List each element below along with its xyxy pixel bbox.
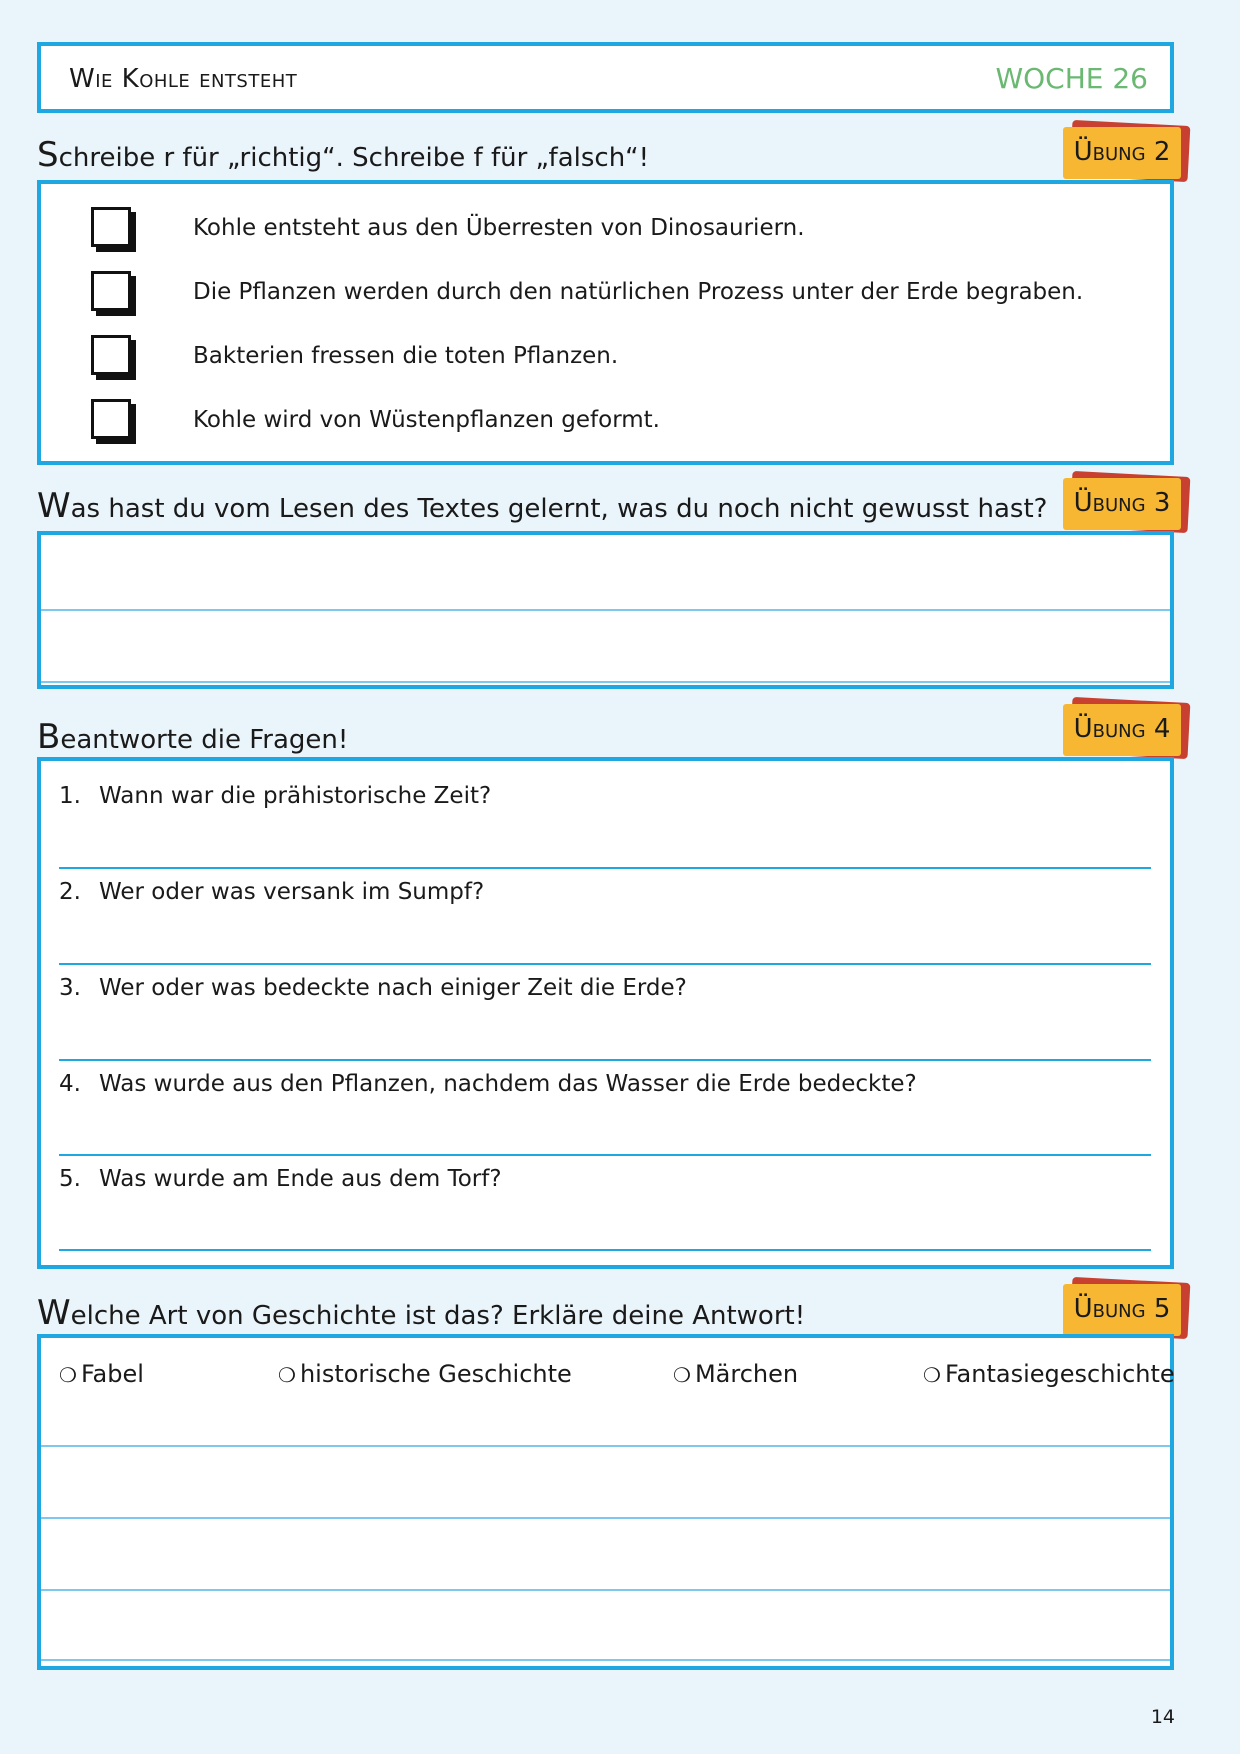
question-text: Wann war die prähistorische Zeit? [99, 783, 492, 809]
writing-line [41, 681, 1170, 683]
question-text: Wer oder was versank im Sumpf? [99, 879, 485, 905]
answer-checkbox[interactable] [91, 207, 131, 247]
exercise-4-instruction: Beantworte die Fragen! [37, 717, 349, 757]
writing-line[interactable] [41, 1589, 1170, 1591]
week-label: WOCHE 26 [995, 62, 1148, 95]
exercise-3-instruction: Was hast du vom Lesen des Textes gelernt, was du noch nicht gewusst hast? [37, 486, 1048, 526]
question [59, 1071, 917, 1097]
header-box [37, 42, 1174, 113]
writing-line[interactable] [41, 1517, 1170, 1519]
exercise-4-tab-label: Übung 4 [1063, 704, 1181, 756]
statement-text: Kohle wird von Wüstenpflanzen geformt. [193, 407, 660, 433]
question [59, 879, 484, 905]
option-label: Märchen [694, 1360, 799, 1388]
exercise-3-tab [1063, 478, 1188, 530]
question-number: 2. [59, 879, 81, 905]
radio-circle-icon[interactable]: ❍ [59, 1363, 77, 1387]
answer-line[interactable] [59, 1249, 1151, 1251]
writing-line[interactable] [41, 1659, 1170, 1661]
statement-text: Kohle entsteht aus den Überresten von Dinosauriern. [193, 215, 805, 241]
exercise-2-tab [1063, 127, 1188, 179]
question-text: Was wurde aus den Pflanzen, nachdem das Wasser die Erde bedeckte? [99, 1071, 917, 1097]
page-number: 14 [1150, 1706, 1175, 1728]
story-type-option[interactable] [673, 1360, 798, 1388]
question-number: 1. [59, 783, 81, 809]
exercise-5-tab-label: Übung 5 [1063, 1284, 1181, 1336]
answer-checkbox[interactable] [91, 271, 131, 311]
question-number: 3. [59, 975, 81, 1001]
worksheet-title: Wie Kohle entsteht [69, 64, 298, 94]
radio-circle-icon[interactable]: ❍ [278, 1363, 296, 1387]
statement-text: Bakterien fressen die toten Pflanzen. [193, 343, 619, 369]
option-label: Fabel [80, 1360, 144, 1388]
story-type-option[interactable] [923, 1360, 1175, 1388]
answer-line[interactable] [59, 867, 1151, 869]
exercise-4-tab [1063, 704, 1188, 756]
answer-line[interactable] [59, 963, 1151, 965]
answer-checkbox[interactable] [91, 335, 131, 375]
exercise-5-box [37, 1334, 1174, 1670]
answer-line[interactable] [59, 1059, 1151, 1061]
exercise-5-instruction: Welche Art von Geschichte ist das? Erkläre deine Antwort! [37, 1293, 806, 1333]
writing-line[interactable] [41, 1445, 1170, 1447]
story-type-option[interactable] [278, 1360, 572, 1388]
question-number: 4. [59, 1071, 81, 1097]
answer-line[interactable] [59, 1154, 1151, 1156]
exercise-5-tab [1063, 1284, 1188, 1336]
question [59, 783, 491, 809]
question [59, 1166, 502, 1192]
exercise-2-tab-label: Übung 2 [1063, 127, 1181, 179]
exercise-3-answer-box[interactable] [37, 531, 1174, 689]
statement-text: Die Pflanzen werden durch den natürlichen Prozess unter der Erde begraben. [193, 279, 1084, 305]
question-number: 5. [59, 1166, 81, 1192]
radio-circle-icon[interactable]: ❍ [923, 1363, 941, 1387]
exercise-2-box [37, 180, 1174, 465]
question-text: Wer oder was bedeckte nach einiger Zeit die Erde? [99, 975, 687, 1001]
exercise-3-tab-label: Übung 3 [1063, 478, 1181, 530]
option-label: historische Geschichte [299, 1360, 572, 1388]
story-type-option[interactable] [59, 1360, 144, 1388]
question-text: Was wurde am Ende aus dem Torf? [99, 1166, 502, 1192]
radio-circle-icon[interactable]: ❍ [673, 1363, 691, 1387]
answer-checkbox[interactable] [91, 399, 131, 439]
exercise-4-box [37, 757, 1174, 1269]
question [59, 975, 687, 1001]
exercise-2-instruction: Schreibe r für „richtig“. Schreibe f für „falsch“! [37, 135, 650, 175]
option-label: Fantasiegeschichte [944, 1360, 1175, 1388]
writing-line [41, 609, 1170, 611]
